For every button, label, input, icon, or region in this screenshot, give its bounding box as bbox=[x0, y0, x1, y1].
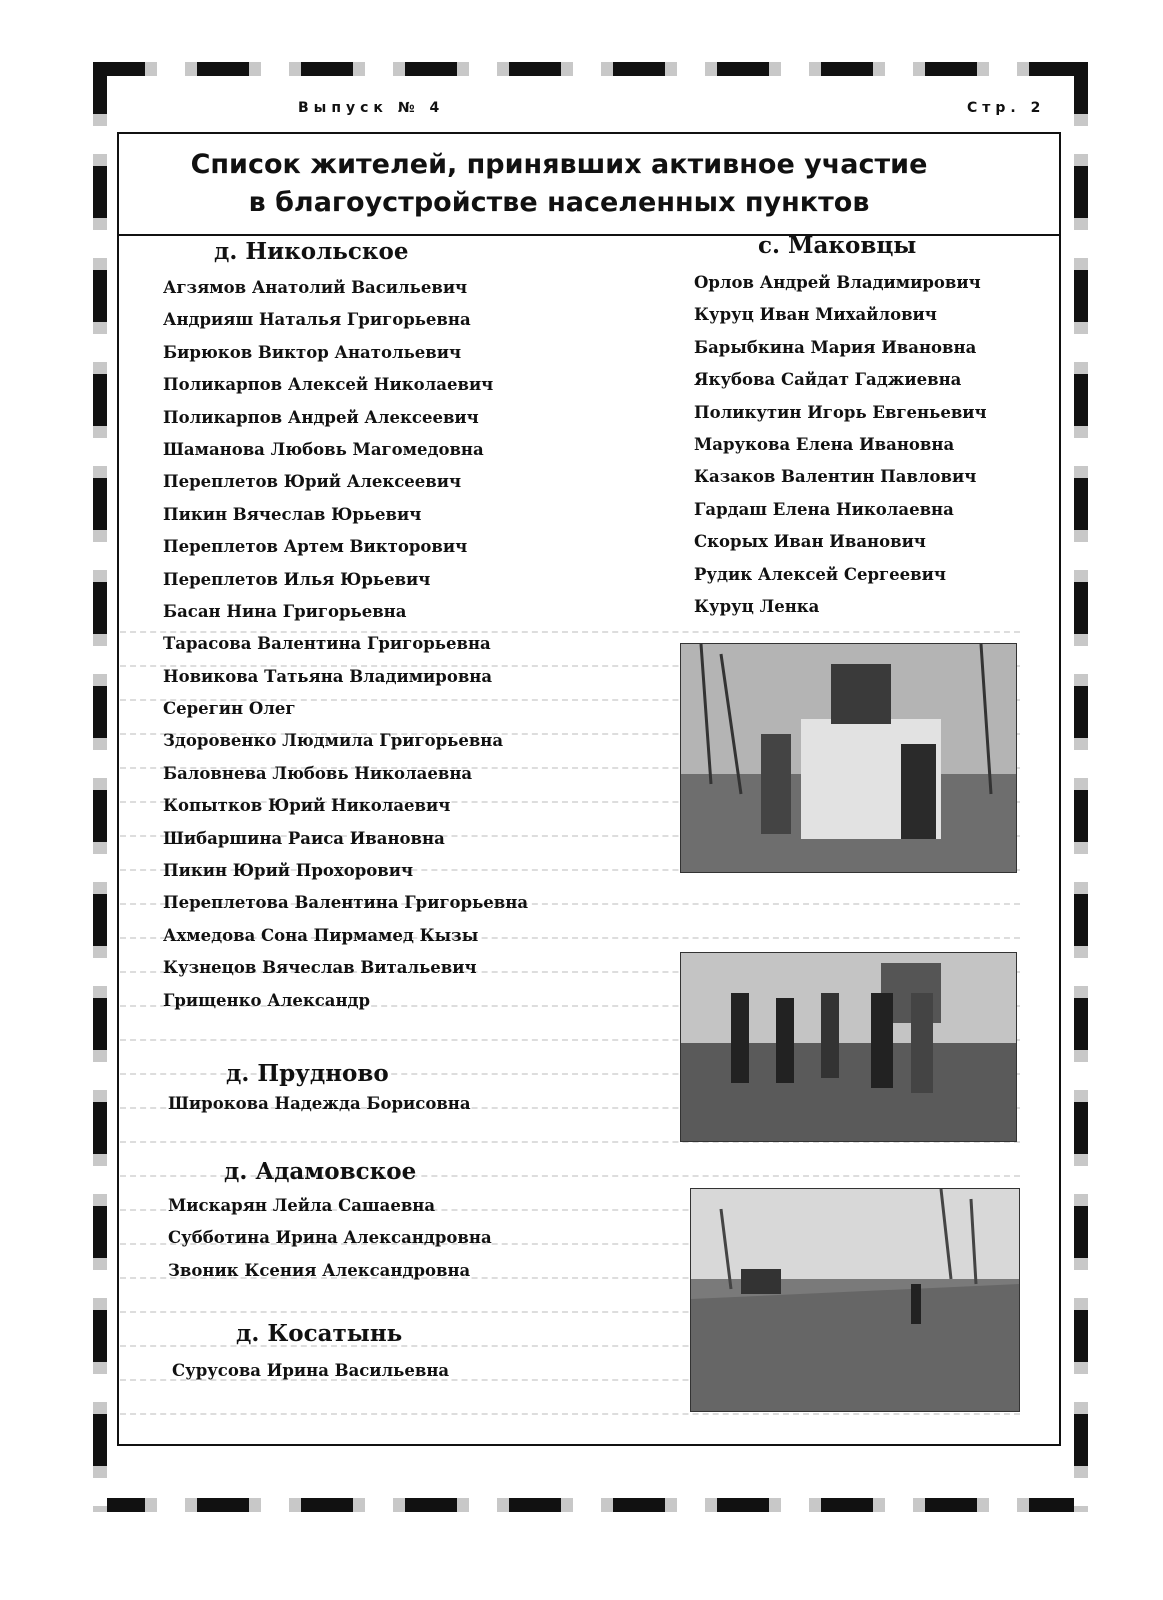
list-item: Поликарпов Алексей Николаевич bbox=[163, 375, 494, 395]
village-heading-nikolskoe: д. Никольское bbox=[214, 238, 409, 265]
list-item: Басан Нина Григорьевна bbox=[163, 601, 407, 621]
list-item: Переплетов Илья Юрьевич bbox=[163, 569, 431, 589]
title-line-1: Список жителей, принявших активное участие bbox=[190, 149, 928, 180]
list-item: Шаманова Любовь Магомедовна bbox=[163, 439, 484, 459]
people-list-nikolskoe bbox=[163, 272, 528, 1017]
list-item: Тарасова Валентина Григорьевна bbox=[163, 634, 491, 654]
photo-road-cleanup bbox=[690, 1188, 1020, 1412]
border-bottom bbox=[93, 1498, 1088, 1512]
list-item: Куруц Ленка bbox=[694, 596, 820, 616]
list-item: Андрияш Наталья Григорьевна bbox=[163, 310, 471, 330]
list-item: Гардаш Елена Николаевна bbox=[694, 499, 954, 519]
list-item: Широкова Надежда Борисовна bbox=[168, 1094, 471, 1113]
list-item: Пикин Юрий Прохорович bbox=[163, 861, 414, 881]
list-item: Субботина Ирина Александровна bbox=[168, 1228, 492, 1248]
list-item: Ахмедова Сона Пирмамед Кызы bbox=[163, 925, 479, 945]
list-item: Поликарпов Андрей Алексеевич bbox=[163, 407, 479, 427]
list-item: Якубова Сайдат Гаджиевна bbox=[694, 370, 962, 390]
people-list-adamovskoe bbox=[168, 1190, 492, 1287]
list-item: Скорых Иван Иванович bbox=[694, 532, 926, 552]
list-item: Барыбкина Мария Ивановна bbox=[694, 337, 977, 357]
list-item: Грищенко Александр bbox=[163, 990, 371, 1010]
issue-number: Выпуск № 4 bbox=[298, 100, 445, 116]
border-top bbox=[93, 62, 1088, 76]
list-item: Переплетов Артем Викторович bbox=[163, 537, 468, 557]
people-list-makovtsy bbox=[694, 267, 987, 623]
list-item: Новикова Татьяна Владимировна bbox=[163, 666, 493, 686]
list-item: Марукова Елена Ивановна bbox=[694, 434, 955, 454]
list-item: Агзямов Анатолий Васильевич bbox=[163, 278, 468, 297]
people-list-kosatyn bbox=[172, 1355, 449, 1387]
list-item: Здоровенко Людмила Григорьевна bbox=[163, 731, 504, 751]
photo-monument-cleanup bbox=[680, 643, 1017, 873]
page-title bbox=[119, 146, 999, 222]
village-heading-prudnovo: д. Прудново bbox=[226, 1060, 389, 1087]
list-item: Шибаршина Раиса Ивановна bbox=[163, 828, 445, 848]
list-item: Копытков Юрий Николаевич bbox=[163, 796, 451, 816]
village-heading-makovtsy: с. Маковцы bbox=[758, 232, 917, 259]
title-box bbox=[119, 134, 1059, 236]
people-list-prudnovo bbox=[168, 1088, 471, 1120]
list-item: Переплетова Валентина Григорьевна bbox=[163, 893, 529, 913]
list-item: Орлов Андрей Владимирович bbox=[694, 273, 981, 292]
border-right bbox=[1074, 62, 1088, 1512]
list-item: Казаков Валентин Павлович bbox=[694, 467, 977, 487]
list-item: Звоник Ксения Александровна bbox=[168, 1260, 471, 1280]
title-line-2: в благоустройстве населенных пунктов bbox=[248, 187, 870, 218]
list-item: Сурусова Ирина Васильевна bbox=[172, 1361, 450, 1380]
page-number: Стр. 2 bbox=[967, 100, 1046, 116]
list-item: Баловнева Любовь Николаевна bbox=[163, 763, 473, 783]
list-item: Куруц Иван Михайлович bbox=[694, 305, 937, 325]
border-left bbox=[93, 62, 107, 1512]
list-item: Серегин Олег bbox=[163, 699, 296, 719]
list-item: Бирюков Виктор Анатольевич bbox=[163, 342, 462, 362]
photo-volunteers-group bbox=[680, 952, 1017, 1142]
village-heading-adamovskoe: д. Адамовское bbox=[224, 1158, 417, 1185]
list-item: Пикин Вячеслав Юрьевич bbox=[163, 504, 422, 524]
village-heading-kosatyn: д. Косатынь bbox=[236, 1320, 403, 1347]
list-item: Рудик Алексей Сергеевич bbox=[694, 564, 946, 584]
list-item: Кузнецов Вячеслав Витальевич bbox=[163, 958, 477, 978]
list-item: Поликутин Игорь Евгеньевич bbox=[694, 402, 987, 422]
list-item: Переплетов Юрий Алексеевич bbox=[163, 472, 462, 492]
list-item: Мискарян Лейла Сашаевна bbox=[168, 1196, 436, 1215]
